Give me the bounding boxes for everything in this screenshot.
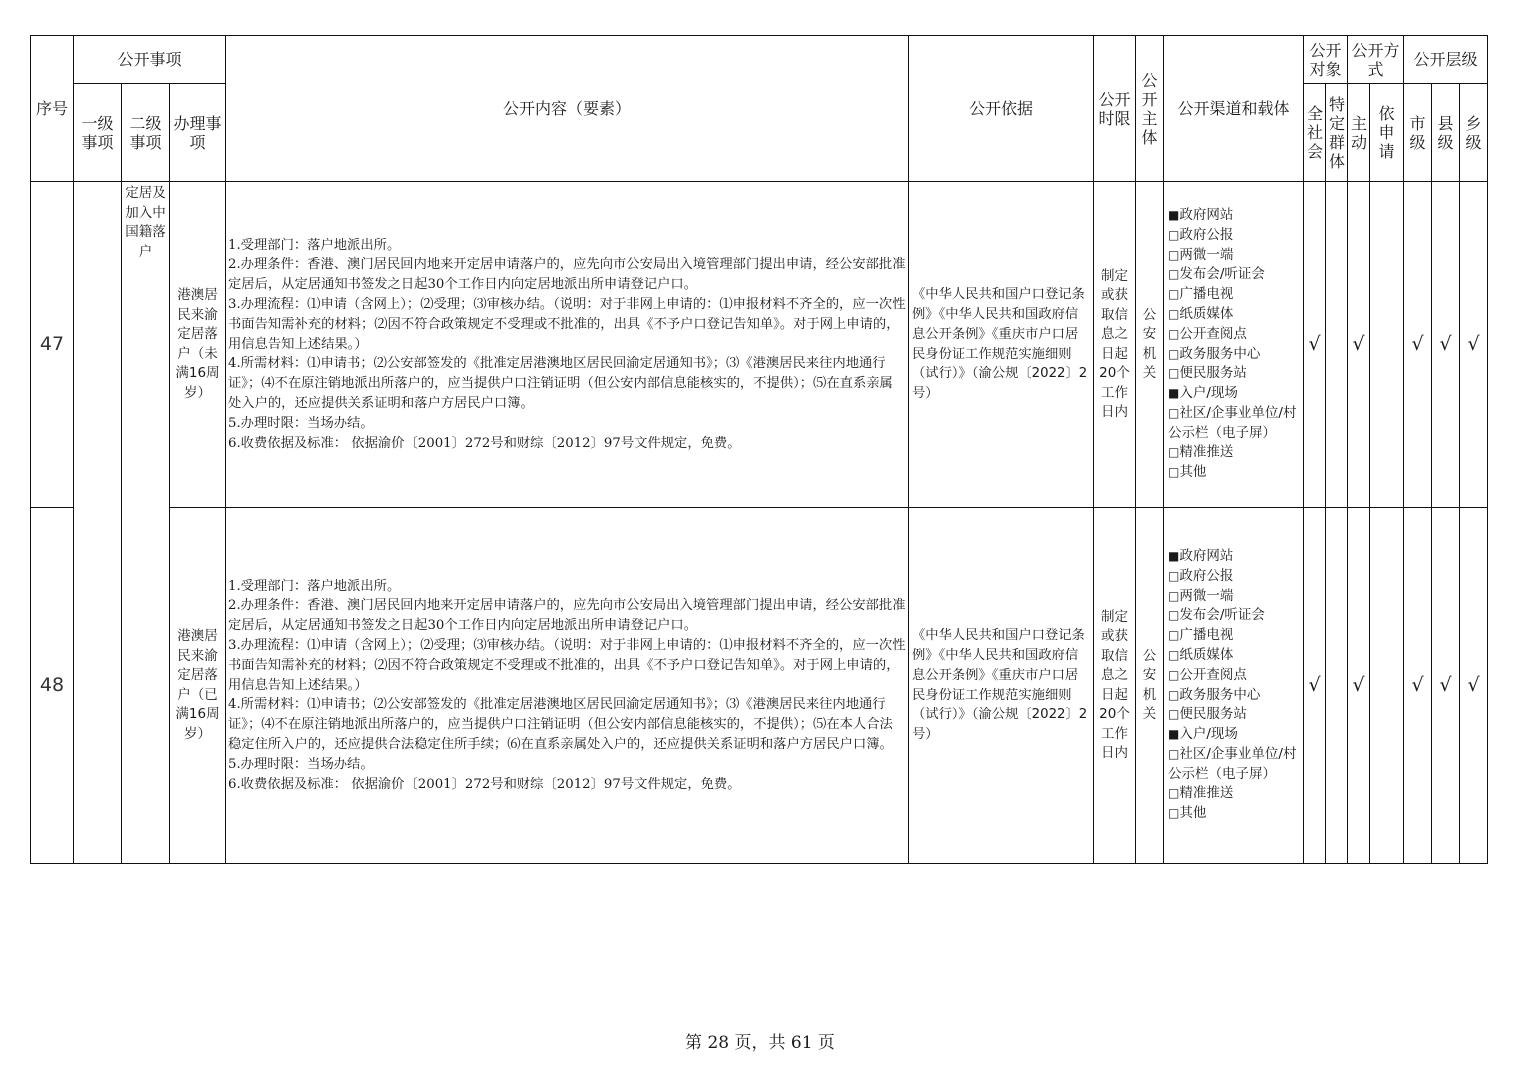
channel-item: □两微一端 <box>1168 246 1234 263</box>
header-seq: 序号 <box>31 36 74 182</box>
checkbox-icon: □ <box>1168 746 1180 761</box>
header-time: 公开时限 <box>1094 36 1136 182</box>
page-footer: 第 28 页，共 61 页 <box>685 1033 835 1053</box>
channel-item: □政府公报 <box>1168 567 1234 584</box>
channel-item: □纸质媒体 <box>1168 305 1234 322</box>
row-handle: 港澳居民来渝定居落户（已满16周岁） <box>170 508 226 864</box>
checkbox-icon: □ <box>1168 667 1180 682</box>
content-line: 5.办理时限：当场办结。 <box>228 415 374 431</box>
header-public-items: 公开事项 <box>74 36 226 84</box>
header-level-city: 市级 <box>1404 84 1432 182</box>
content-line: 1.受理部门：落户地派出所。 <box>228 237 401 253</box>
header-subject: 公开主体 <box>1136 36 1164 182</box>
check-level-county: √ <box>1432 508 1460 864</box>
checkbox-icon: □ <box>1168 588 1180 603</box>
channel-item: □纸质媒体 <box>1168 646 1234 663</box>
row-time: 制定或获取信息之日起20个工作日内 <box>1094 182 1136 508</box>
check-target-specific <box>1326 182 1348 508</box>
channel-item: □两微一端 <box>1168 587 1234 604</box>
content-line: 1.受理部门：落户地派出所。 <box>228 578 401 594</box>
channel-item: □政务服务中心 <box>1168 345 1261 362</box>
header-target-all: 全社会 <box>1304 84 1326 182</box>
channel-item: □广播电视 <box>1168 286 1234 303</box>
content-line: 3.办理流程：⑴申请（含网上）；⑵受理；⑶审核办结。（说明：对于非网上申请的：⑴申报材料不齐全的，应一次性书面告知需补充的材料；⑵因不符合政策规定不受理或不批准的，出具《不予户口登记告知单》。对于网上申请的，用信息告知上述结果。） <box>228 297 906 352</box>
header-channel: 公开渠道和载体 <box>1164 36 1304 182</box>
check-level-town: √ <box>1460 182 1488 508</box>
header-level: 公开层级 <box>1404 36 1488 84</box>
row-channels <box>1164 508 1304 864</box>
row-level2: 定居及加入中国籍落户 <box>122 182 170 864</box>
channel-item: □公开查阅点 <box>1168 325 1247 342</box>
row-time: 制定或获取信息之日起20个工作日内 <box>1094 508 1136 864</box>
checkbox-icon: □ <box>1168 628 1180 643</box>
content-line: 4.所需材料：⑴申请书；⑵公安部签发的《批准定居港澳地区居民回渝定居通知书》；⑶《港澳居民来往内地通行证》；⑷不在原注销地派出所落户的，应当提供户口注销证明（但公安内部信息能核实的，不提供）；⑸在本人合法稳定住所入户的，还应提供合法稳定住所手续；⑹在直系亲属处入户的，还应提供关系证明和落户方居民户口簿。 <box>228 697 893 752</box>
channel-item: □广播电视 <box>1168 627 1234 644</box>
row-channels <box>1164 182 1304 508</box>
channel-item: □发布会/听证会 <box>1168 266 1265 283</box>
content-line: 6.收费依据及标准： 依据渝价〔2001〕272号和财综〔2012〕97号文件规定，免费。 <box>228 776 741 792</box>
content-line: 6.收费依据及标准： 依据渝价〔2001〕272号和财综〔2012〕97号文件规定，免费。 <box>228 435 741 451</box>
channel-item: ■政府网站 <box>1168 547 1234 564</box>
checkbox-icon: □ <box>1168 346 1180 361</box>
checkbox-icon: □ <box>1168 608 1180 623</box>
header-mode-active: 主动 <box>1348 84 1370 182</box>
check-level-town: √ <box>1460 508 1488 864</box>
channel-item: ■入户/现场 <box>1168 385 1238 402</box>
channel-item: ■政府网站 <box>1168 206 1234 223</box>
content-line: 5.办理时限：当场办结。 <box>228 756 374 772</box>
check-target-all: √ <box>1304 182 1326 508</box>
row-seq: 48 <box>31 508 74 864</box>
row-subject: 公安机关 <box>1136 182 1164 508</box>
channel-item: □政府公报 <box>1168 226 1234 243</box>
check-target-specific <box>1326 508 1348 864</box>
row-seq: 47 <box>31 182 74 508</box>
checkbox-icon: □ <box>1168 405 1180 420</box>
content-line: 3.办理流程：⑴申请（含网上）；⑵受理；⑶审核办结。（说明：对于非网上申请的：⑴申报材料不齐全的，应一次性书面告知需补充的材料；⑵因不符合政策规定不受理或不批准的，出具《不予户口登记告知单》。对于网上申请的，用信息告知上述结果。） <box>228 638 906 693</box>
check-level-city: √ <box>1404 508 1432 864</box>
row-level1 <box>74 182 122 864</box>
header-level-town: 乡级 <box>1460 84 1488 182</box>
channel-item: □政务服务中心 <box>1168 686 1261 703</box>
header-target-specific: 特定群体 <box>1326 84 1348 182</box>
checkbox-icon: □ <box>1168 465 1180 480</box>
channel-item: □社区/企事业单位/村公示栏（电子屏） <box>1168 745 1297 782</box>
channel-item: □便民服务站 <box>1168 706 1247 723</box>
header-content: 公开内容（要素） <box>226 36 909 182</box>
checkbox-icon: ■ <box>1168 548 1180 563</box>
table-row <box>31 508 1488 864</box>
channel-item: □公开查阅点 <box>1168 666 1247 683</box>
channel-item: □便民服务站 <box>1168 365 1247 382</box>
check-mode-active: √ <box>1348 508 1370 864</box>
header-handle: 办理事项 <box>170 84 226 182</box>
checkbox-icon: □ <box>1168 707 1180 722</box>
check-mode-active: √ <box>1348 182 1370 508</box>
header-target: 公开对象 <box>1304 36 1348 84</box>
channel-item: □其他 <box>1168 805 1207 822</box>
check-mode-apply <box>1370 182 1404 508</box>
row-content <box>226 182 909 508</box>
header-level1: 一级事项 <box>74 84 122 182</box>
checkbox-icon: □ <box>1168 687 1180 702</box>
checkbox-icon: □ <box>1168 287 1180 302</box>
row-basis: 《中华人民共和国户口登记条例》《中华人民共和国政府信息公开条例》《重庆市户口居民身份证工作规范实施细则（试行）》（渝公规〔2022〕2号） <box>909 182 1094 508</box>
disclosure-table <box>30 35 1488 864</box>
header-mode-apply: 依申请 <box>1370 84 1404 182</box>
checkbox-icon: □ <box>1168 366 1180 381</box>
checkbox-icon: □ <box>1168 445 1180 460</box>
row-content <box>226 508 909 864</box>
row-basis: 《中华人民共和国户口登记条例》《中华人民共和国政府信息公开条例》《重庆市户口居民身份证工作规范实施细则（试行）》（渝公规〔2022〕2号） <box>909 508 1094 864</box>
content-line: 4.所需材料：⑴申请书；⑵公安部签发的《批准定居港澳地区居民回渝定居通知书》；⑶《港澳居民来往内地通行证》；⑷不在原注销地派出所落户的，应当提供户口注销证明（但公安内部信息能核实的，不提供）；⑸在直系亲属处入户的，还应提供关系证明和落户方居民户口簿。 <box>228 356 893 411</box>
checkbox-icon: □ <box>1168 786 1180 801</box>
content-line: 2.办理条件：香港、澳门居民回内地来开定居申请落户的，应先向市公安局出入境管理部门提出申请，经公安部批准定居后，从定居通知书签发之日起30个工作日内向定居地派出所申请登记户口。 <box>228 257 906 293</box>
row-subject: 公安机关 <box>1136 508 1164 864</box>
check-level-city: √ <box>1404 182 1432 508</box>
check-mode-apply <box>1370 508 1404 864</box>
header-level-county: 县级 <box>1432 84 1460 182</box>
checkbox-icon: ■ <box>1168 207 1180 222</box>
checkbox-icon: □ <box>1168 568 1180 583</box>
header-mode: 公开方式 <box>1348 36 1404 84</box>
channel-item: ■入户/现场 <box>1168 726 1238 743</box>
checkbox-icon: ■ <box>1168 727 1180 742</box>
header-level2: 二级事项 <box>122 84 170 182</box>
checkbox-icon: □ <box>1168 326 1180 341</box>
content-line: 2.办理条件：香港、澳门居民回内地来开定居申请落户的，应先向市公安局出入境管理部门提出申请，经公安部批准定居后，从定居通知书签发之日起30个工作日内向定居地派出所申请登记户口。 <box>228 598 906 634</box>
check-level-county: √ <box>1432 182 1460 508</box>
checkbox-icon: □ <box>1168 247 1180 262</box>
checkbox-icon: □ <box>1168 227 1180 242</box>
checkbox-icon: □ <box>1168 267 1180 282</box>
header-basis: 公开依据 <box>909 36 1094 182</box>
table-row <box>31 182 1488 508</box>
channel-item: □精准推送 <box>1168 444 1234 461</box>
checkbox-icon: □ <box>1168 306 1180 321</box>
channel-item: □其他 <box>1168 464 1207 481</box>
row-handle: 港澳居民来渝定居落户（未满16周岁） <box>170 182 226 508</box>
channel-item: □发布会/听证会 <box>1168 607 1265 624</box>
checkbox-icon: □ <box>1168 806 1180 821</box>
channel-item: □社区/企事业单位/村公示栏（电子屏） <box>1168 404 1297 441</box>
checkbox-icon: □ <box>1168 647 1180 662</box>
checkbox-icon: ■ <box>1168 386 1180 401</box>
check-target-all: √ <box>1304 508 1326 864</box>
channel-item: □精准推送 <box>1168 785 1234 802</box>
